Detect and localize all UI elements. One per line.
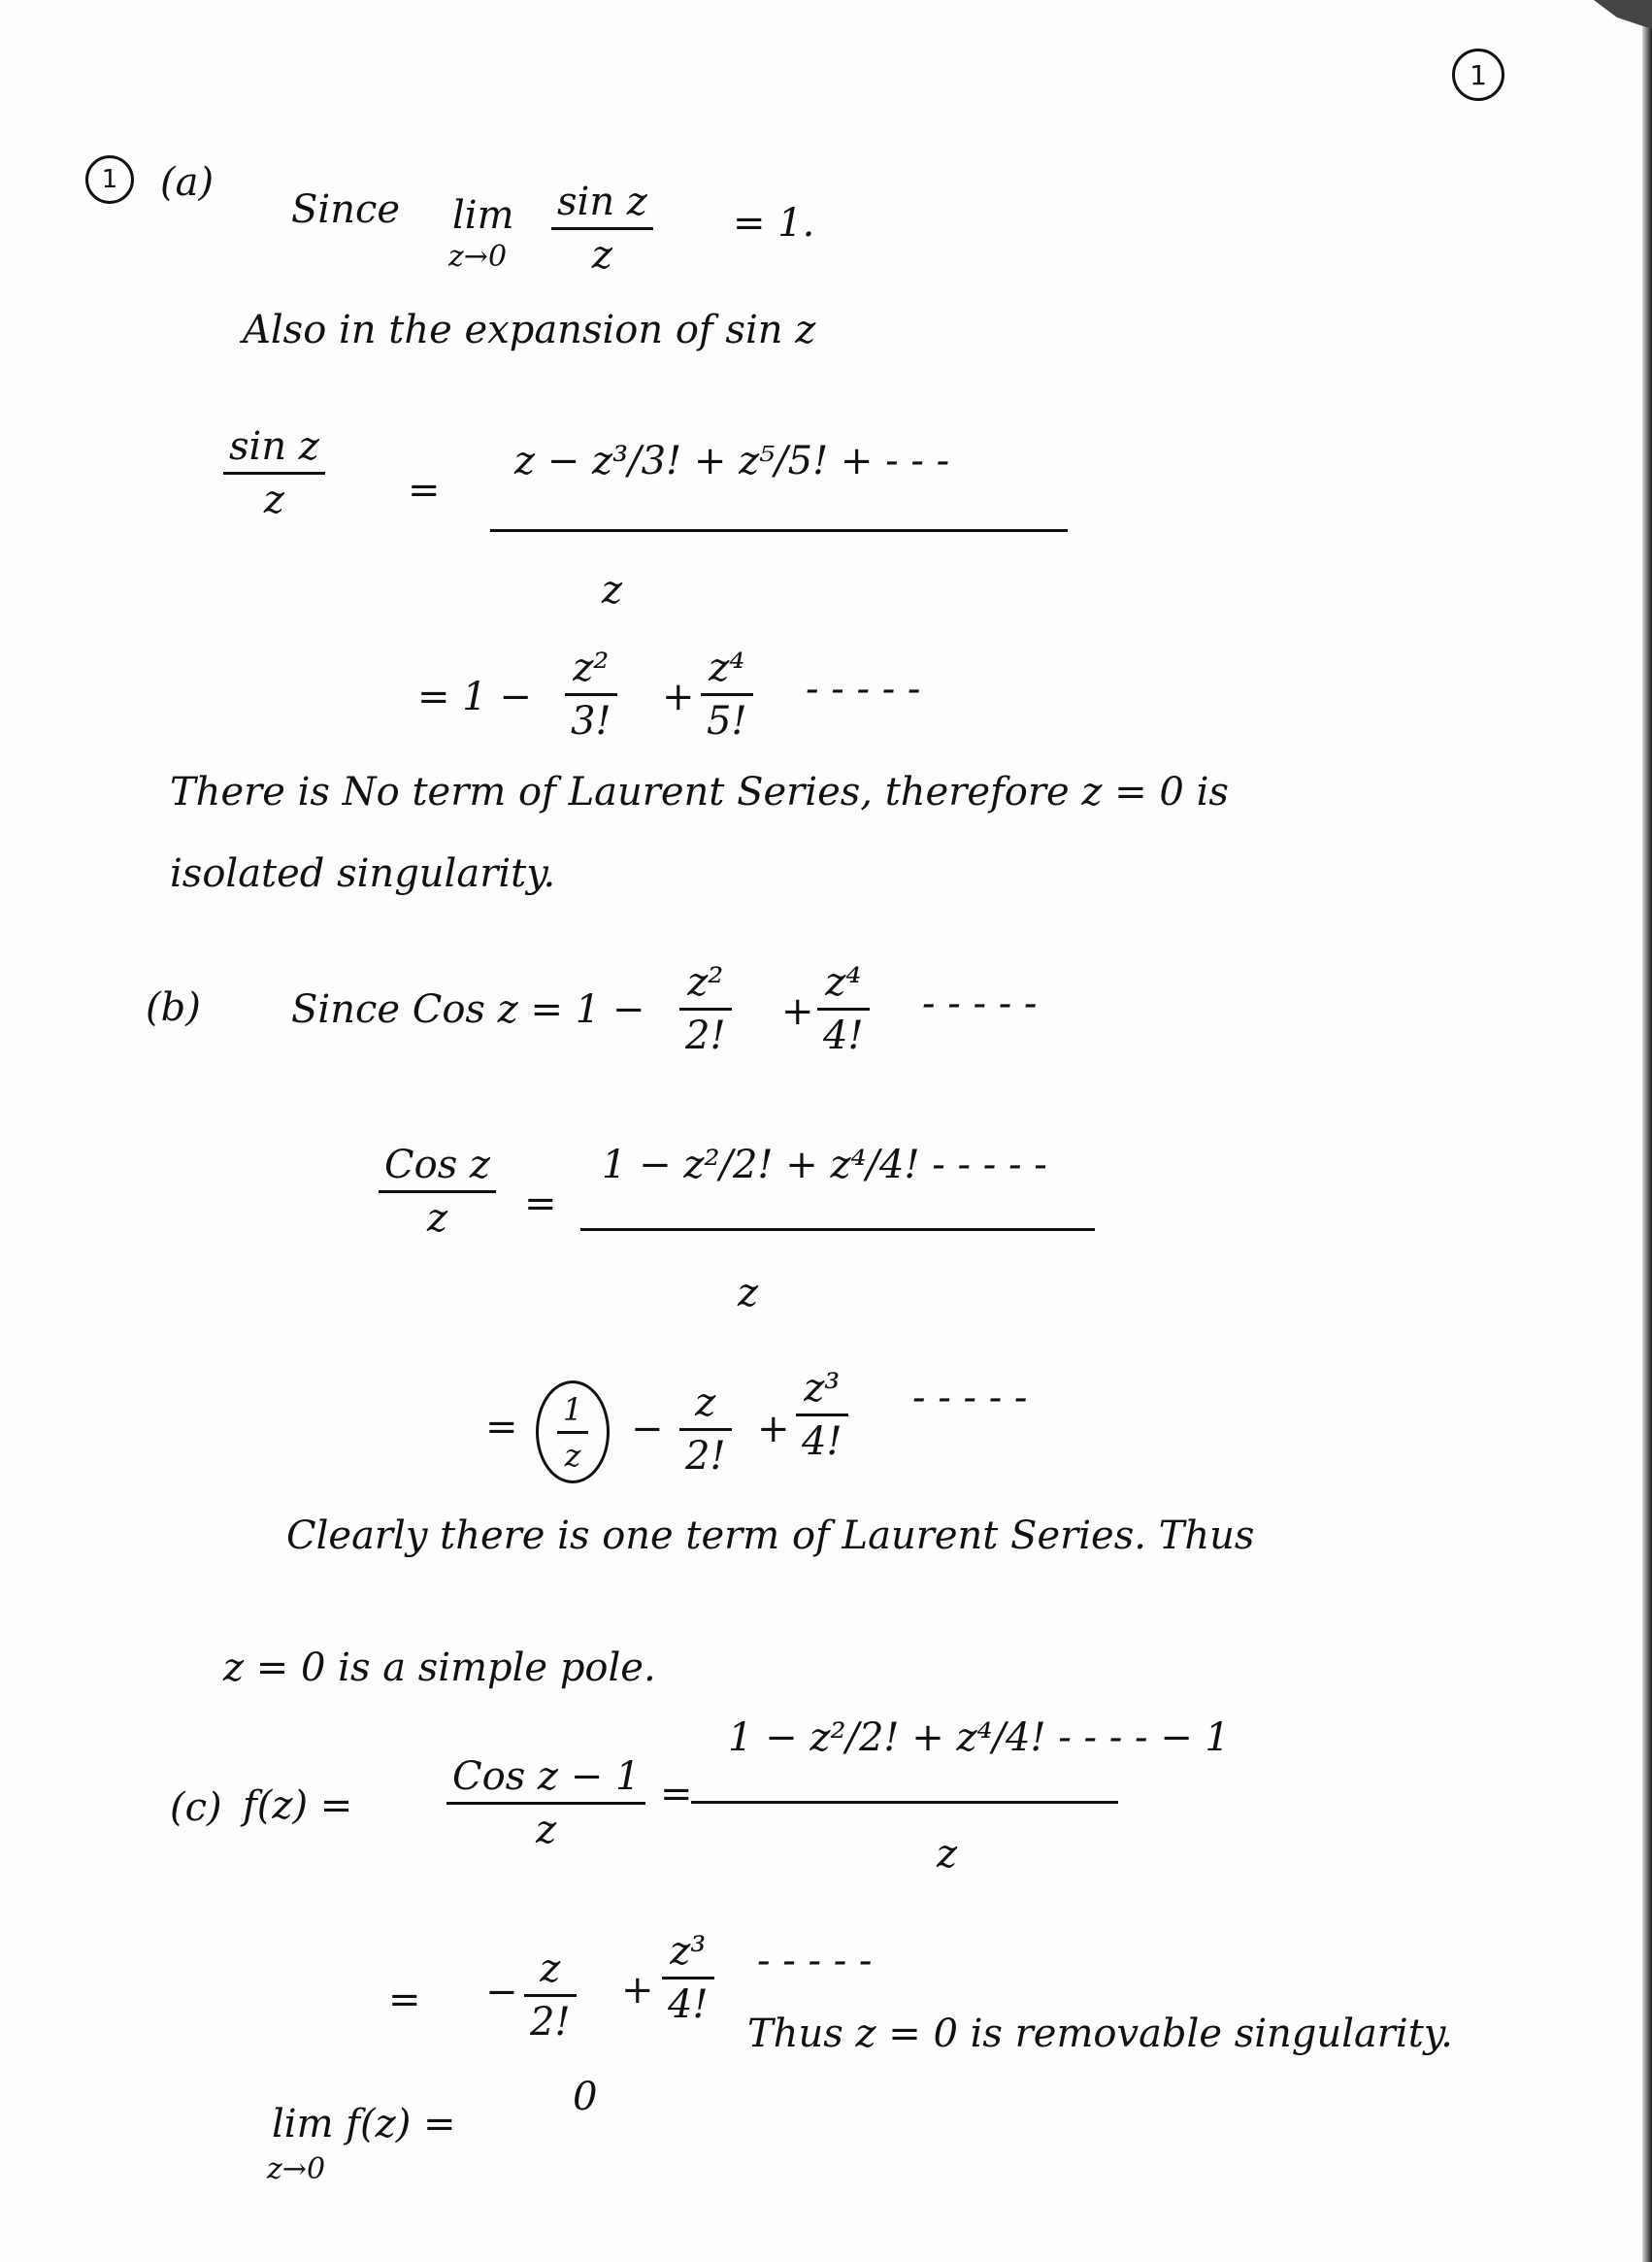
part-c-res-eq: = [388, 1978, 421, 2022]
part-b-res-tail: - - - - - [912, 1376, 1028, 1420]
part-b-conclusion-line2: z = 0 is a simple pole. [223, 1646, 656, 1690]
part-c-res-tail: - - - - - [757, 1939, 873, 1983]
part-b-f1 [679, 960, 732, 1058]
part-a-series2-prefix: = 1 − [417, 675, 532, 719]
part-c-label: (c) [170, 1785, 222, 1830]
part-c-res-f1 [524, 1946, 577, 2045]
part-b-res-minus: − [631, 1407, 664, 1451]
part-c-res-f2-den: 4! [668, 1982, 709, 2027]
part-c-eq: = [660, 1772, 693, 1816]
part-a-series2-f1-den: 3! [571, 699, 611, 744]
part-b-res-circ [557, 1390, 588, 1474]
page-number: 1 [1470, 58, 1487, 91]
part-b-res-f2-num: z³ [804, 1366, 841, 1411]
part-c-res-f1-num: z [540, 1946, 561, 1991]
page-corner-tear [1594, 0, 1652, 29]
part-c-conclusion: Thus z = 0 is removable singularity. [747, 2012, 1453, 2056]
part-a-eq: = [408, 468, 441, 513]
part-b-res-f1-den: 2! [685, 1434, 726, 1479]
part-a-lim-fraction [551, 180, 653, 278]
part-b-tail: - - - - - [922, 981, 1038, 1026]
part-b-res-circ-den: z [564, 1436, 581, 1474]
part-a-lim-eq: = 1. [733, 201, 815, 246]
part-a-series2-f2 [701, 646, 753, 744]
part-b-lhs-fraction [379, 1143, 496, 1241]
part-a-since: Since [291, 187, 401, 232]
part-b-res-plus: + [757, 1407, 790, 1451]
part-a-series2-f1-num: z² [573, 646, 610, 690]
part-b-conclusion-line1: Clearly there is one term of Laurent Series. Thus [286, 1514, 1255, 1558]
part-b-series-den: z [738, 1271, 759, 1315]
part-a-series-top: z − z³/3! + z⁵/5! + - - - [514, 439, 950, 483]
part-b-f1-den: 2! [685, 1014, 726, 1058]
part-a-conclusion-line1: There is No term of Laurent Series, therefore z = 0 is [170, 770, 1229, 815]
part-c-series-top: 1 − z²/2! + z⁴/4! - - - - − 1 [728, 1715, 1230, 1760]
part-a-lhs-den: z [263, 478, 284, 522]
part-b-res-eq: = [485, 1405, 518, 1449]
part-a-series2-f1 [565, 646, 617, 744]
part-b-eq: = [524, 1181, 557, 1226]
part-c-res-minus: − [485, 1970, 518, 2014]
question-number: 1 [101, 165, 118, 194]
part-a-lhs-num: sin z [229, 424, 319, 469]
part-a-series2-f2-den: 5! [707, 699, 747, 744]
part-b-lhs-num: Cos z [384, 1143, 491, 1187]
part-a-lim-den: z [591, 233, 612, 278]
part-b-res-f2-den: 4! [802, 1419, 843, 1464]
page-number-badge [1452, 49, 1504, 101]
part-b-f2-num: z⁴ [825, 960, 862, 1005]
part-b-f1-num: z² [687, 960, 724, 1005]
part-a-series2-plus: + [662, 675, 695, 719]
part-a-conclusion-line2: isolated singularity. [170, 851, 556, 896]
part-a-lim: lim [452, 193, 514, 238]
part-c-lhs-num: Cos z − 1 [452, 1754, 641, 1799]
part-a-label: (a) [160, 160, 215, 205]
part-a-lim-num: sin z [557, 180, 647, 224]
part-c-res-f1-den: 2! [530, 2000, 571, 2045]
part-b-res-f2 [796, 1366, 848, 1464]
part-c-lhs-fraction [446, 1754, 645, 1852]
part-b-circled-term [536, 1380, 610, 1483]
part-c-res-f2-num: z³ [670, 1929, 707, 1974]
part-c-res-f2 [662, 1929, 714, 2027]
part-b-res-f1-num: z [695, 1380, 716, 1425]
part-c-lim: lim f(z) = [272, 2102, 456, 2146]
part-c-fz: f(z) = [243, 1783, 353, 1828]
part-b-plus: + [781, 989, 814, 1034]
part-b-series-bar [580, 1228, 1095, 1231]
part-a-series-bar [490, 529, 1068, 532]
part-a-series-den: z [602, 568, 623, 613]
part-a-series2-f2-num: z⁴ [709, 646, 745, 690]
part-a-also-line: Also in the expansion of sin z [243, 308, 816, 352]
part-a-series2-tail: - - - - - [806, 667, 921, 712]
part-c-lim-sub: z→0 [267, 2152, 326, 2186]
part-a-lim-sub: z→0 [448, 240, 508, 274]
part-b-since-line: Since Cos z = 1 − [291, 987, 645, 1032]
part-c-res-plus: + [621, 1968, 654, 2013]
part-c-lim-val: 0 [573, 2075, 598, 2119]
part-b-lhs-den: z [426, 1196, 448, 1241]
part-c-lhs-den: z [536, 1808, 557, 1852]
part-a-lhs-fraction [223, 424, 325, 522]
part-b-res-f1 [679, 1380, 732, 1479]
page-edge-shadow [1642, 0, 1652, 2262]
part-b-f2-den: 4! [823, 1014, 864, 1058]
part-b-f2 [817, 960, 870, 1058]
part-b-label: (b) [146, 985, 201, 1030]
part-c-series-bar [691, 1801, 1118, 1804]
part-c-series-den: z [937, 1832, 958, 1877]
part-b-series-top: 1 − z²/2! + z⁴/4! - - - - - [602, 1143, 1047, 1187]
question-number-badge [85, 155, 134, 204]
part-b-res-circ-num: 1 [562, 1390, 583, 1428]
